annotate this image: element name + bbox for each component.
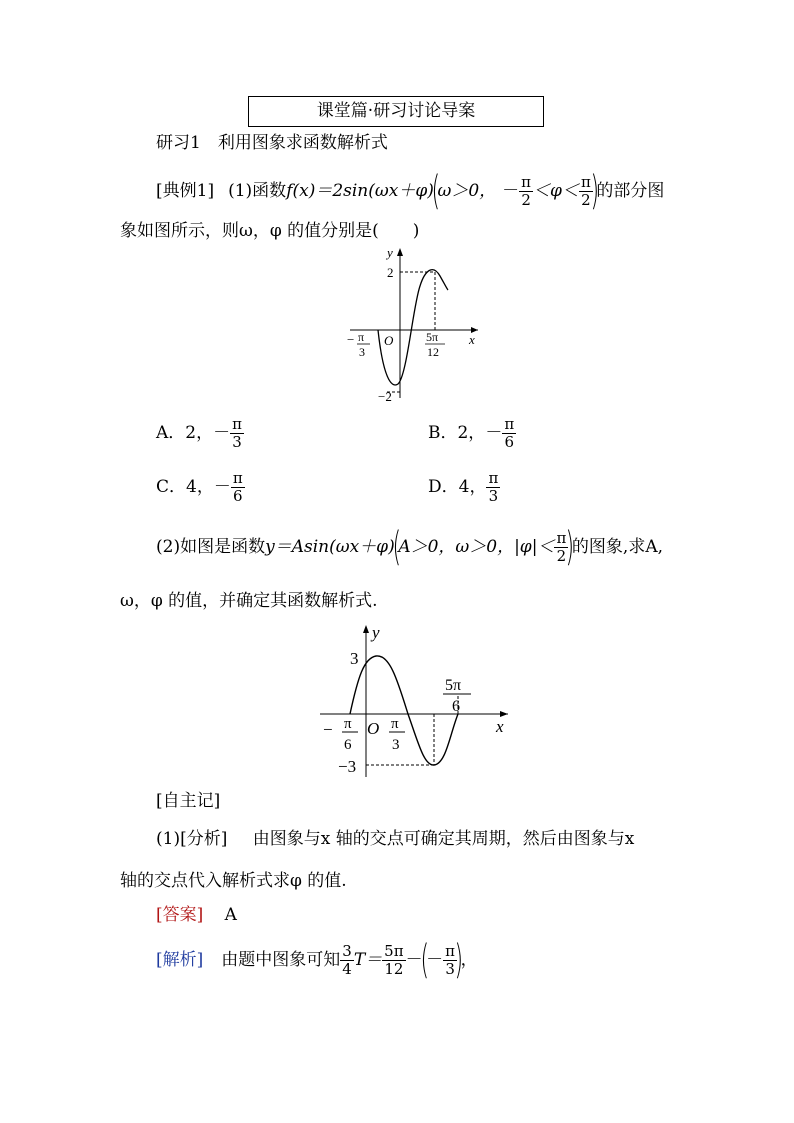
graph1-y-bottom: −2 [378, 389, 392, 402]
close-paren-glyph: ) [454, 937, 464, 983]
option-d: D．4， $\frac{\pi}{3}$ [428, 468, 499, 505]
graph2 [318, 622, 510, 782]
part2-prefix: (2)如图是函数 [156, 537, 266, 557]
graph1-y-top: 2 [387, 265, 394, 280]
section-title: 课堂篇·研习讨论导案 [248, 96, 544, 127]
open-paren-glyph: ( [431, 168, 440, 214]
solution-frac-pi-3: $\frac{\pi}{3}$ [445, 941, 456, 978]
open-paren-glyph: ( [420, 937, 429, 983]
solution-comma: ， [460, 950, 478, 970]
solution-frac-3-4: $\frac{3}{4}$ [342, 941, 352, 978]
part2-frac-pi-2: $\frac{\pi}{2}$ [556, 528, 567, 565]
answer-line [156, 904, 237, 926]
example1-frac-neg-pi-2: $\frac{\pi}{2}$ [521, 172, 532, 209]
graph1-three: 3 [359, 345, 365, 359]
part2-cond: A＞0，ω＞0，|φ|＜ [398, 537, 555, 557]
graph2-neg: − [323, 720, 333, 739]
graph2-x-right-den: 6 [452, 698, 460, 715]
graph2-pi-3: π [391, 716, 399, 732]
self-note: [自主记] [156, 791, 221, 811]
solution-inner-sign: － [426, 950, 444, 970]
close-paren-glyph: ) [565, 524, 575, 570]
solution-minus: － [405, 950, 423, 970]
example1-func: f(x)＝2sin(ωx＋φ) [286, 181, 434, 201]
example1-neg-sign: － [502, 181, 520, 201]
example-tag: [典例1] [156, 181, 215, 201]
example1-line1 [156, 170, 664, 212]
part2-suffix: 的图象,求A, [571, 537, 664, 557]
part2-func: y＝Asin(ωx＋φ) [265, 537, 395, 557]
option-b: B．2， － $\frac{\pi}{6}$ [428, 414, 515, 451]
solution-line [156, 936, 478, 984]
graph1-origin: O [384, 333, 394, 348]
graph2-y-label: y [372, 623, 380, 642]
graph2-y-top: 3 [350, 649, 359, 668]
example1-part1-prefix: (1)函数 [228, 181, 287, 201]
example1-line2: 象如图所示，则ω，φ 的值分别是( ) [120, 221, 420, 241]
analysis-tag: (1)[分析] [156, 829, 228, 849]
option-a: A．2， － $\frac{\pi}{3}$ [156, 414, 242, 451]
graph2-six: 6 [344, 737, 352, 753]
example1-suffix: 的部分图 [596, 181, 665, 201]
analysis-text: 由图象与x 轴的交点可确定其周期，然后由图象与x [252, 829, 635, 849]
close-paren-glyph: ) [590, 168, 599, 214]
answer-tag: [答案] [156, 905, 204, 925]
graph2-x-right-num: 5π [445, 677, 462, 694]
example1-frac-pi-2: $\frac{\pi}{2}$ [580, 172, 591, 209]
graph2-x-label: x [496, 717, 504, 736]
graph1-x-label: x [469, 332, 475, 347]
part2-line2: ω，φ 的值，并确定其函数解析式. [120, 591, 378, 611]
graph1-x-right-den: 12 [427, 345, 439, 359]
solution-tag: [解析] [156, 950, 204, 970]
solution-text: 由题中图象可知 [221, 950, 341, 970]
graph1-pi: π [358, 330, 365, 344]
graph2-origin: O [367, 719, 380, 738]
study-heading: 研习1 利用图象求函数解析式 [156, 133, 388, 153]
option-c: C．4， － $\frac{\pi}{6}$ [156, 468, 243, 505]
example1-lt: ＜φ＜ [533, 181, 579, 201]
graph1 [345, 246, 480, 402]
graph1-y-label: y [387, 246, 393, 260]
graph2-three: 3 [392, 737, 400, 753]
analysis-line1 [156, 828, 634, 850]
graph1-x-right-num: 5π [426, 330, 439, 344]
open-paren-glyph: ( [392, 524, 401, 570]
part2-line1 [156, 526, 663, 568]
solution-T-eq: T＝ [353, 950, 383, 970]
graph2-pi: π [344, 716, 352, 732]
graph1-neg: − [347, 332, 355, 347]
graph2-y-bottom: −3 [338, 757, 357, 776]
answer-value: A [224, 905, 237, 925]
solution-frac-5pi-12: $\frac{5\pi}{12}$ [384, 941, 404, 978]
example1-cond-omega: ω＞0， [437, 181, 497, 201]
analysis-line2: 轴的交点代入解析式求φ 的值. [120, 871, 347, 891]
